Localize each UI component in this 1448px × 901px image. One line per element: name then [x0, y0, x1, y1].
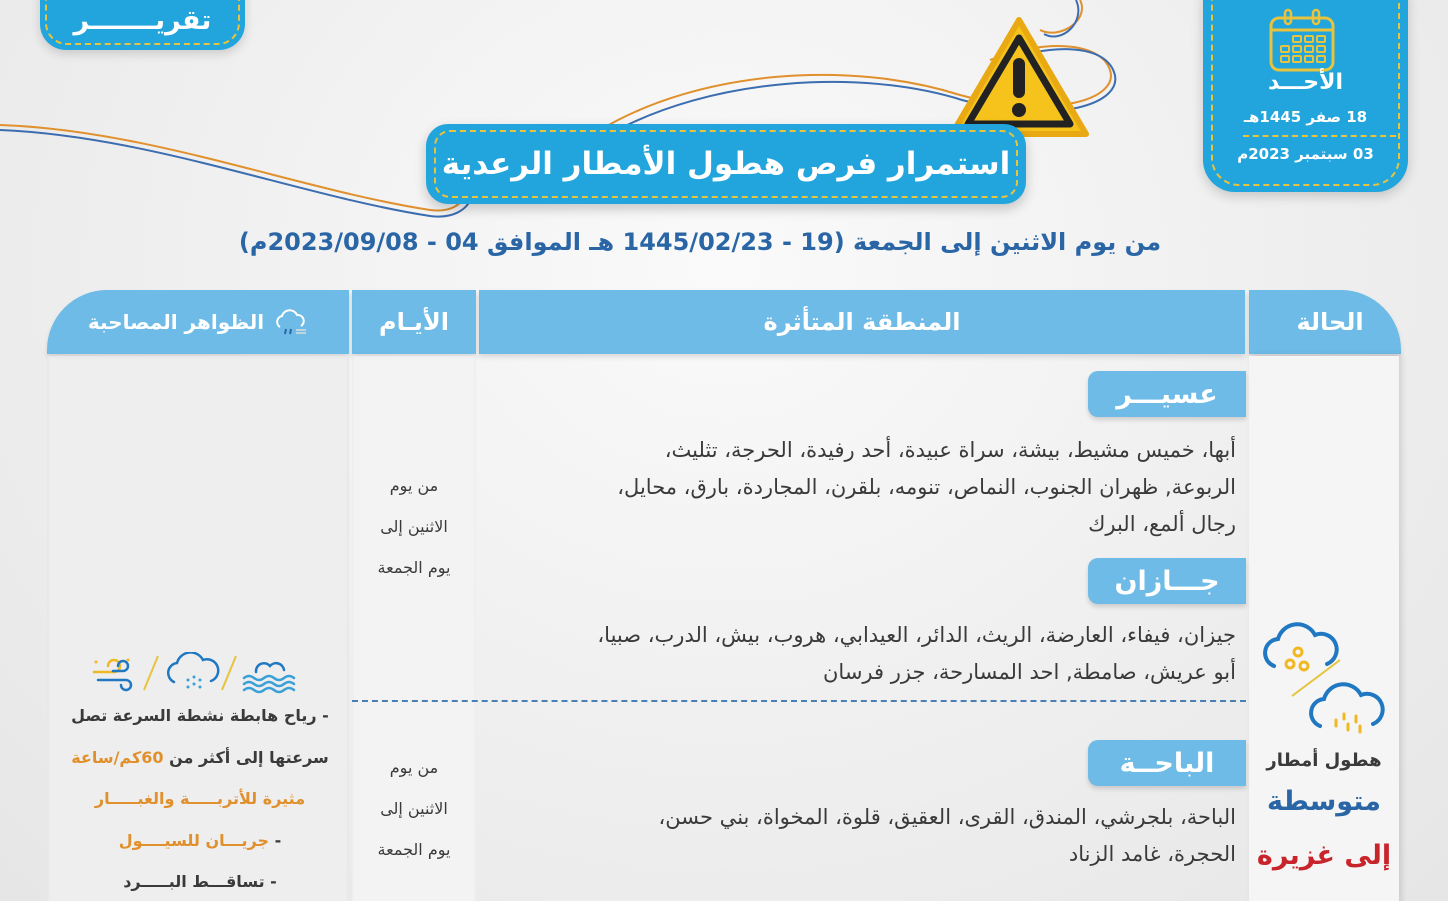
status-weather-icons	[1260, 608, 1390, 743]
column-header-days-label: الأيـام	[379, 308, 449, 336]
phenomenon-text: جريـــان للسيــــول	[118, 831, 270, 850]
wind-speed-value: 60كم/ساعة	[71, 748, 164, 767]
city-line: رجال ألمع، البرك	[1088, 512, 1236, 536]
phenomenon-text: - تساقـــط البـــــرد	[123, 872, 277, 891]
city-line: جيزان، فيفاء، العارضة، الريث، الدائر، العيدابي، هروب، بيش، الدرب، صبيا،	[597, 623, 1236, 647]
days-range-row-2	[352, 747, 476, 870]
cloud-rain-icon	[1311, 684, 1383, 732]
column-header-status-label: الحالة	[1296, 308, 1364, 336]
calendar-icon	[1267, 8, 1339, 74]
column-header-days	[352, 290, 476, 354]
page-title: استمرار فرص هطول الأمطار الرعدية	[441, 146, 1011, 182]
city-line: أبها، خميس مشيط، بيشة، سراة عبيدة، أحد رفيدة، الحرجة، تثليث،	[664, 438, 1236, 462]
days-line: من يوم	[389, 476, 439, 495]
flood-waves-icon	[244, 663, 294, 692]
cloud-hail-icon	[1265, 624, 1337, 670]
days-line: من يوم	[389, 758, 439, 777]
status-line-3: إلى غزيرة	[1256, 840, 1392, 871]
warning-icon	[944, 12, 1094, 142]
region-cities-jazan	[496, 617, 1236, 691]
phenomenon-winds	[55, 706, 345, 725]
city-line: الربوعة, ظهران الجنوب، النماص، تنومه، بلقرن، المجاردة، بارق، محايل،	[617, 475, 1236, 499]
status-line-2: متوسطة	[1267, 786, 1381, 817]
phenomenon-text: - رياح هابطة نشطة السرعة تصل	[71, 706, 329, 725]
column-header-region-label: المنطقة المتأثرة	[763, 308, 961, 336]
cloud-snow-icon	[168, 652, 218, 688]
region-cities-albaha	[496, 799, 1236, 873]
region-name: الباحــة	[1119, 747, 1215, 779]
phenomenon-floods	[55, 831, 345, 850]
column-header-region	[479, 290, 1245, 354]
days-line: يوم الجمعة	[377, 840, 451, 859]
city-line: الباحة، بلجرشي، المندق، القرى، العقيق، قلوة، المخواة، بني حسن،	[658, 805, 1236, 829]
phenomenon-wind-speed	[55, 748, 345, 767]
phenomenon-text: مثيرة للأتربـــــة والغبـــــار	[94, 789, 306, 808]
date-range-subtitle: من يوم الاثنين إلى الجمعة (19 - 1445/02/23 هـ الموافق 04 - 2023/09/08م)	[238, 228, 1162, 256]
phenomenon-text: سرعتها إلى أكثر من	[163, 748, 329, 767]
column-header-status	[1249, 290, 1401, 354]
status-line-1: هطول أمطار	[1266, 750, 1382, 771]
region-name: جـــازان	[1114, 565, 1220, 597]
region-tag-jazan	[1088, 558, 1246, 604]
city-line: أبو عريش، صامطة, احد المسارحة، جزر فرسان	[823, 660, 1236, 684]
days-range-row-1	[352, 465, 476, 588]
region-tag-asir	[1088, 371, 1246, 417]
region-tag-albaha	[1088, 740, 1246, 786]
region-name: عسيـــر	[1116, 378, 1218, 410]
days-line: يوم الجمعة	[377, 558, 451, 577]
hijri-date: 18 صفر 1445هـ	[1243, 108, 1368, 126]
report-tag	[40, 0, 245, 50]
date-card	[1203, 0, 1408, 192]
days-line: الاثنين إلى	[380, 799, 448, 818]
phenomena-icons	[88, 652, 304, 694]
date-divider	[1243, 135, 1396, 137]
column-header-phenomena-label: الظواهر المصاحبة	[87, 310, 265, 334]
region-cities-asir	[496, 432, 1236, 543]
phenomenon-dust	[55, 789, 345, 808]
day-name: الأحـــد	[1267, 70, 1344, 95]
gregorian-date: 03 سبتمبر 2023م	[1237, 145, 1374, 163]
row-divider	[352, 700, 1246, 702]
title-banner	[426, 124, 1026, 204]
report-label: تقريـــــــر	[73, 5, 212, 36]
city-line: الحجرة، غامد الزناد	[1068, 842, 1236, 866]
cloud-rain-wind-icon	[272, 307, 308, 337]
phenomenon-hail	[55, 872, 345, 891]
column-header-phenomena	[47, 290, 349, 354]
bullet-dash: -	[269, 831, 282, 850]
days-line: الاثنين إلى	[380, 517, 448, 536]
phenomena-column	[47, 356, 349, 901]
wind-icon	[94, 659, 131, 691]
